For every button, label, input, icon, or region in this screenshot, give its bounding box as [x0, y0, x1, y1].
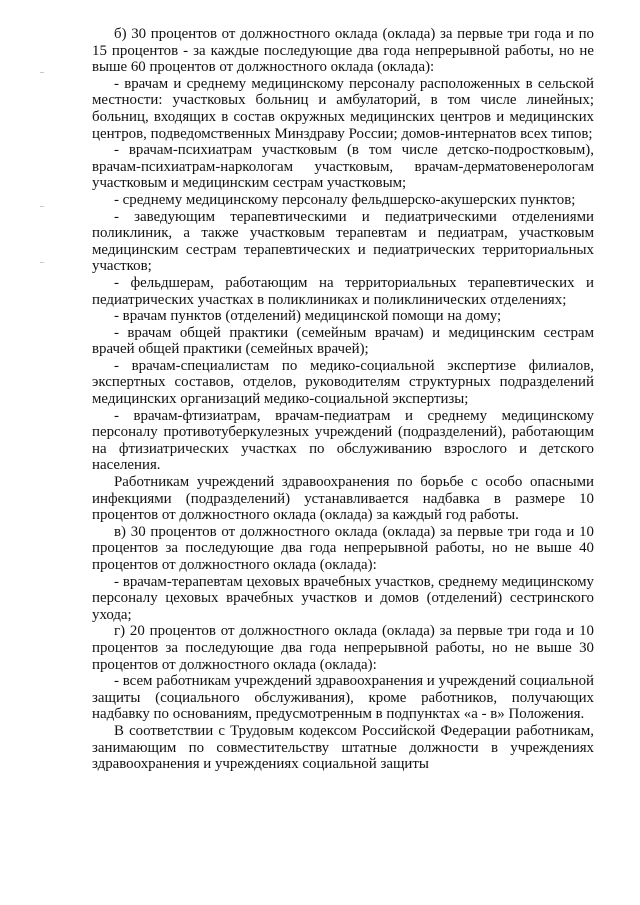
- paragraph-g: г) 20 процентов от должностного оклада (оклада) за первые три года и 10 процентов за последующие два года непрерывной работы, но не выше 30 процентов от должностного оклада (оклада):: [92, 623, 594, 673]
- margin-mark: [40, 72, 44, 73]
- list-item: - врачам-терапевтам цеховых врачебных участков, среднему медицинскому персоналу цеховых врачебных участков и домов (отделений) сестринского ухода;: [92, 573, 594, 623]
- paragraph-b: б) 30 процентов от должностного оклада (оклада) за первые три года и по 15 процентов - за каждые последующие два года непрерывной работы, но не выше 60 процентов от должностного оклада (оклада):: [92, 26, 594, 76]
- margin-mark: [40, 262, 44, 263]
- list-item: - врачам-фтизиатрам, врачам-педиатрам и среднему медицинскому персоналу противотуберкулезных учреждений (подразделений), работающим на фтизиатрических участках по обслуживанию взрослого и детского населения.: [92, 407, 594, 474]
- list-item: - заведующим терапевтическими и педиатрическими отделениями поликлиник, а также участковым терапевтам и педиатрам, участковым медицинским сестрам терапевтических и педиатрических территориальных участков;: [92, 208, 594, 275]
- list-item: - врачам-психиатрам участковым (в том числе детско-подростковым), врачам-психиатрам-наркологам участковым, врачам-дерматовенерологам участковым и медицинским сестрам участковым;: [92, 142, 594, 192]
- document-page: [92, 26, 594, 773]
- list-item: - врачам-специалистам по медико-социальной экспертизе филиалов, экспертных составов, отделов, руководителям структурных подразделений медицинских организаций медико-социальной экспертизы;: [92, 357, 594, 408]
- list-item: - врачам пунктов (отделений) медицинской помощи на дому;: [114, 308, 502, 325]
- list-item: - всем работникам учреждений здравоохранения и учреждений социальной защиты (социального обслуживания), кроме работников, получающих надбавку по основаниям, предусмотренным в подпунктах «а - в» Положения.: [92, 673, 594, 723]
- list-item: - врачам и среднему медицинскому персоналу расположенных в сельской местности: участковых больниц и амбулаторий, в том числе линейных; больниц, входящих в состав окружных медицинских центров и медицинских центров, подведомственных Минздраву России; домов-интернатов всех типов;: [92, 75, 594, 142]
- list-item: - врачам общей практики (семейным врачам) и медицинским сестрам врачей общей практики (семейных врачей);: [92, 324, 594, 358]
- list-item: - фельдшерам, работающим на территориальных терапевтических и педиатрических участках в поликлиниках и поликлинических отделениях;: [92, 274, 594, 308]
- paragraph-labor-code: В соответствии с Трудовым кодексом Российской Федерации работникам, занимающим по совместительству штатные должности в учреждениях здравоохранения и учреждениях социальной защиты: [92, 722, 594, 773]
- paragraph-infections: Работникам учреждений здравоохранения по борьбе с особо опасными инфекциями (подразделений) устанавливается надбавка в размере 10 процентов от должностного оклада (оклада) за каждый год работы.: [92, 474, 594, 524]
- paragraph-v: в) 30 процентов от должностного оклада (оклада) за первые три года и 10 процентов за последующие два года непрерывной работы, но не выше 40 процентов от должностного оклада (оклада):: [92, 523, 594, 573]
- list-item: - среднему медицинскому персоналу фельдшерско-акушерских пунктов;: [114, 191, 576, 208]
- margin-mark: [40, 206, 44, 207]
